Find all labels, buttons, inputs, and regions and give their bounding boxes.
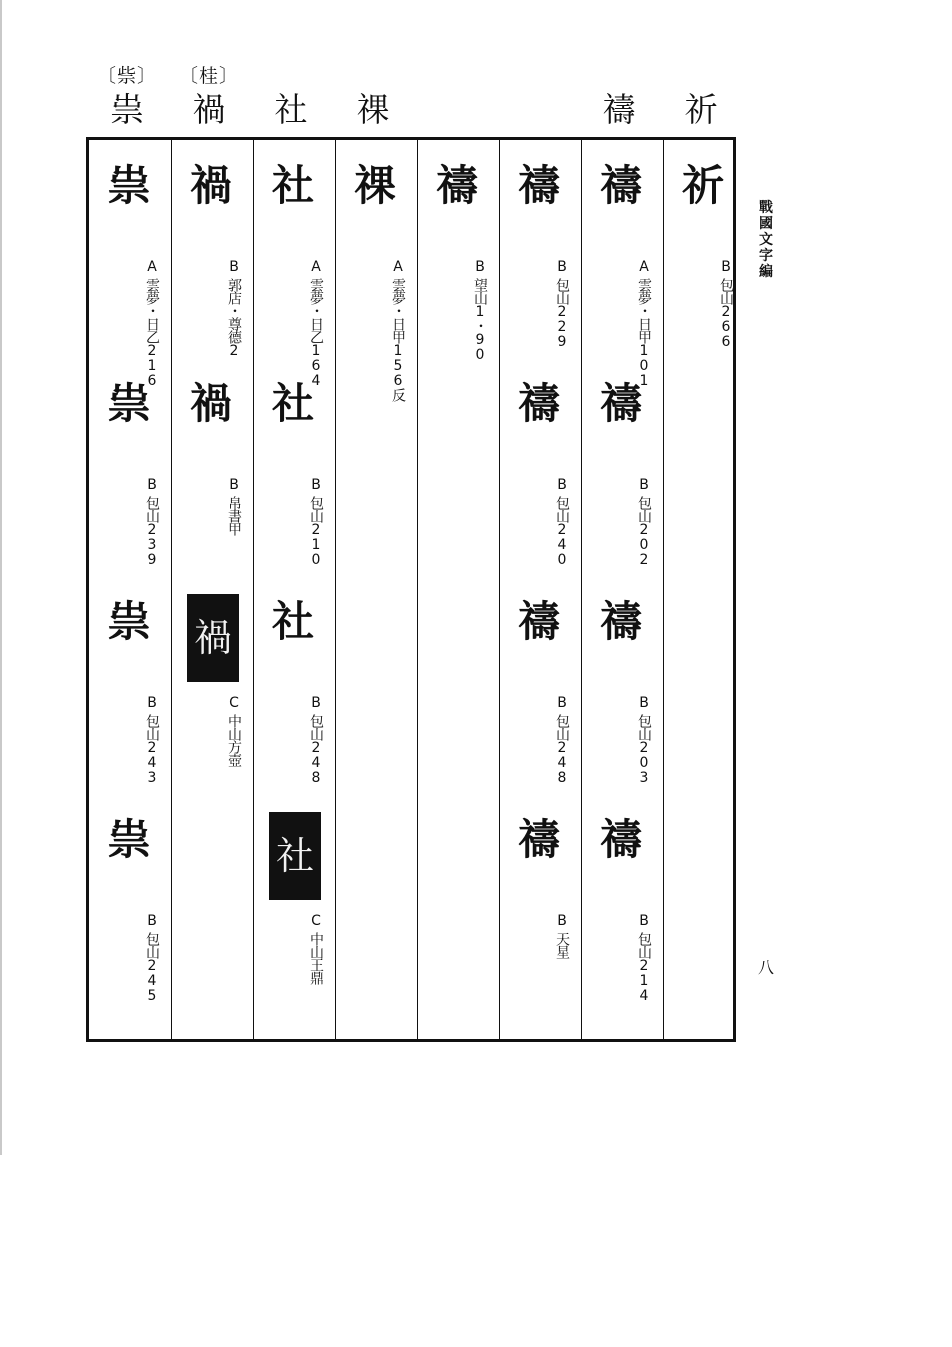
glyph-image: 禍 — [189, 379, 232, 428]
source-caption — [635, 476, 653, 567]
source-grade: B — [229, 477, 239, 493]
source-caption — [635, 694, 653, 785]
source-caption — [307, 476, 325, 567]
variant-form — [660, 62, 742, 90]
source-grade: B — [147, 695, 157, 711]
column-heading — [414, 62, 496, 90]
source-reference: 郭店・尊德2 — [226, 278, 242, 358]
column-heading — [496, 62, 578, 90]
glyph-image: 禱 — [599, 815, 642, 864]
head-character: 禱 — [602, 90, 636, 129]
source-reference: 包山266 — [718, 278, 734, 349]
source-reference: 包山210 — [308, 496, 324, 567]
source-reference: 包山243 — [144, 714, 160, 785]
glyph-image: 禱 — [435, 161, 478, 210]
source-reference: 中山方壺 — [226, 714, 242, 766]
source-grade: B — [557, 913, 567, 929]
source-reference: 帛書甲 — [226, 496, 242, 535]
source-reference: 包山245 — [144, 932, 160, 1003]
source-reference: 包山203 — [636, 714, 652, 785]
glyph-image: 祟 — [107, 597, 150, 646]
glyph-image: 祼 — [353, 161, 396, 210]
variant-form — [332, 62, 414, 90]
source-caption — [307, 912, 325, 984]
glyph-image: 禱 — [517, 379, 560, 428]
source-grade: B — [229, 259, 239, 275]
head-character: 禍 — [192, 90, 226, 129]
glyph-image: 祟 — [107, 815, 150, 864]
source-grade: B — [639, 913, 649, 929]
source-reference: 中山王鼎 — [308, 932, 324, 984]
source-grade: B — [475, 259, 485, 275]
source-caption — [225, 694, 243, 766]
source-caption — [143, 476, 161, 567]
source-grade: B — [721, 259, 731, 275]
source-grade: B — [557, 695, 567, 711]
source-reference: 包山248 — [308, 714, 324, 785]
source-caption — [717, 258, 735, 349]
glyph-image: 禱 — [599, 379, 642, 428]
glyph-image: 禱 — [517, 161, 560, 210]
source-reference: 包山239 — [144, 496, 160, 567]
variant-form: 〔祡〕 — [96, 65, 157, 87]
source-grade: A — [147, 259, 157, 275]
column-heading — [578, 62, 660, 130]
source-caption — [635, 258, 653, 388]
glyph-column — [417, 140, 500, 1039]
source-caption — [307, 258, 325, 388]
column-heading — [660, 62, 742, 130]
source-grade: B — [557, 477, 567, 493]
source-reference: 包山248 — [554, 714, 570, 785]
glyph-column — [89, 140, 172, 1039]
glyph-image: 社 — [271, 597, 314, 646]
glyph-image: 禱 — [599, 161, 642, 210]
source-reference: 包山214 — [636, 932, 652, 1003]
source-grade: A — [639, 259, 649, 275]
source-grade: C — [311, 913, 321, 929]
glyph-column — [499, 140, 582, 1039]
source-caption — [553, 476, 571, 567]
page-edge-rule — [0, 0, 2, 1155]
column-heading — [250, 62, 332, 130]
glyph-image: 禱 — [517, 597, 560, 646]
source-caption — [553, 258, 571, 349]
source-reference: 天星 — [554, 932, 570, 958]
source-grade: B — [147, 913, 157, 929]
book-title: 戰 國 文 字 編 — [759, 200, 773, 280]
head-character: 祈 — [684, 90, 718, 129]
glyph-image: 禱 — [517, 815, 560, 864]
variant-form: 〔桂〕 — [178, 65, 239, 87]
glyph-column — [581, 140, 664, 1039]
glyph-image: 祈 — [681, 161, 724, 210]
head-character: 祟 — [110, 90, 144, 129]
column-heading — [86, 62, 168, 130]
glyph-image: 社 — [271, 379, 314, 428]
source-grade: B — [147, 477, 157, 493]
source-caption — [143, 694, 161, 785]
glyph-image: 社 — [271, 161, 314, 210]
source-grade: B — [639, 477, 649, 493]
source-grade: C — [229, 695, 239, 711]
source-reference: 雲夢・日甲156反 — [390, 278, 406, 401]
variant-form — [414, 62, 496, 90]
column-heading — [332, 62, 414, 130]
glyph-column — [171, 140, 254, 1039]
source-reference: 雲夢・日甲101 — [636, 278, 652, 388]
source-reference: 包山229 — [554, 278, 570, 349]
glyph-image: 禍 — [189, 161, 232, 210]
source-caption — [553, 694, 571, 785]
glyph-image: 祟 — [107, 161, 150, 210]
head-character: 祼 — [356, 90, 390, 129]
source-caption — [143, 912, 161, 1003]
glyph-column — [663, 140, 745, 1039]
column-heading — [168, 62, 250, 130]
source-reference: 雲夢・日乙164 — [308, 278, 324, 388]
page-number: 八 — [758, 958, 775, 977]
source-reference: 包山240 — [554, 496, 570, 567]
rubbing-glyph-image: 禍 — [187, 594, 239, 682]
source-caption — [225, 476, 243, 535]
source-caption — [143, 258, 161, 388]
source-grade: A — [393, 259, 403, 275]
source-grade: B — [311, 477, 321, 493]
variant-form — [578, 62, 660, 90]
rubbing-glyph-image: 社 — [269, 812, 321, 900]
source-caption — [553, 912, 571, 958]
source-caption — [471, 258, 489, 362]
source-reference: 包山202 — [636, 496, 652, 567]
source-grade: B — [557, 259, 567, 275]
source-reference: 雲夢・日乙216 — [144, 278, 160, 388]
source-caption — [225, 258, 243, 358]
glyph-image: 禱 — [599, 597, 642, 646]
glyph-image: 祟 — [107, 379, 150, 428]
glyph-column — [335, 140, 418, 1039]
source-grade: B — [639, 695, 649, 711]
source-grade: B — [311, 695, 321, 711]
variant-form — [250, 62, 332, 90]
source-caption — [307, 694, 325, 785]
source-reference: 望山1・90 — [472, 278, 488, 362]
glyph-table — [86, 137, 736, 1042]
variant-form — [496, 62, 578, 90]
source-grade: A — [311, 259, 321, 275]
glyph-column — [253, 140, 336, 1039]
source-caption — [389, 258, 407, 401]
head-character: 社 — [274, 90, 308, 129]
source-caption — [635, 912, 653, 1003]
